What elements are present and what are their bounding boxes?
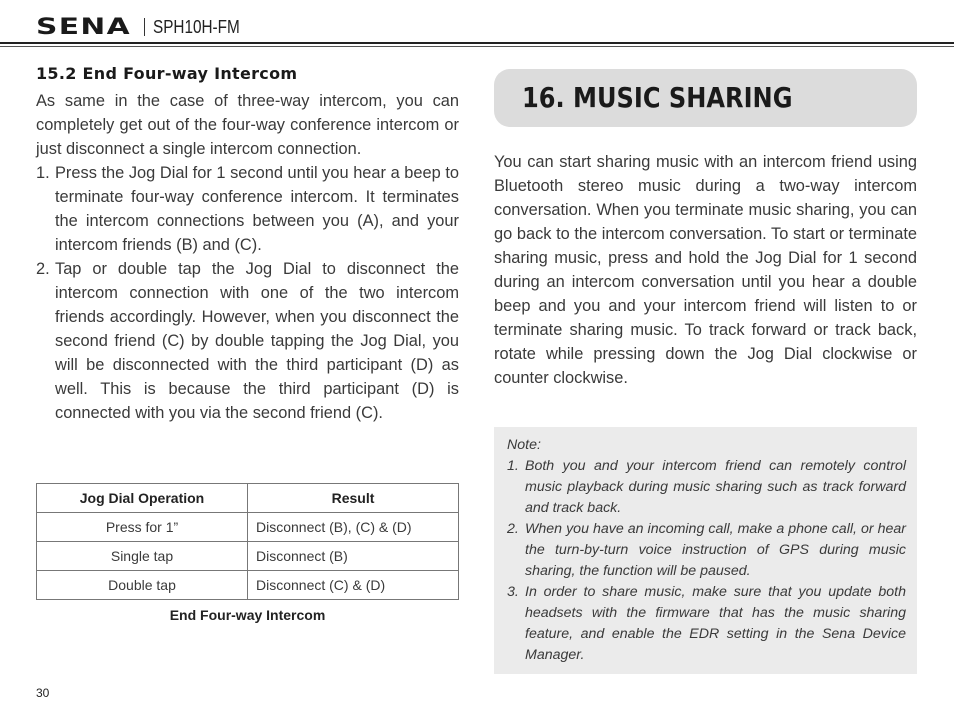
page-header [36, 12, 255, 42]
table-cell-operation: Press for 1” [37, 513, 248, 542]
note-box [494, 427, 917, 674]
table-row [37, 571, 459, 600]
table-cell-result: Disconnect (C) & (D) [248, 571, 459, 600]
table-caption: End Four-way Intercom [169, 607, 326, 623]
step-text: Press the Jog Dial for 1 second until you hear a beep to terminate four-way conference intercom. It terminates the intercom connections between you (A), and your intercom friends (B) and (C). [55, 164, 459, 254]
jog-dial-table [36, 483, 459, 600]
note-list [507, 456, 906, 666]
page-number: 30 [36, 686, 50, 700]
section-title: 15.2 End Four-way Intercom [36, 64, 298, 83]
note-text: When you have an incoming call, make a phone call, or hear the turn-by-turn voice instruction of GPS during music sharing, the function will be paused. [525, 521, 906, 579]
note-label: Note: [507, 437, 541, 453]
table-cell-operation: Single tap [37, 542, 248, 571]
header-rule-thin [0, 46, 954, 47]
music-sharing-paragraph: You can start sharing music with an intercom friend using Bluetooth stereo music during a two-way intercom conversation. When you terminate music sharing, you can go back to the intercom conversation. To start or terminate sharing music, press and hold the Jog Dial for 1 second during an intercom conversation until you hear a double beep and you and your intercom friend will listen to or terminate sharing music. To track forward or track back, rotate while pressing down the Jog Dial clockwise or counter clockwise. [494, 153, 917, 387]
list-item [507, 582, 906, 666]
model-name: SPH10H-FM [153, 16, 240, 37]
column-header-result: Result [248, 484, 459, 513]
note-number: 2. [507, 521, 519, 537]
note-text: Both you and your intercom friend can remotely control music playback during music sharing such as track forward and track back. [525, 458, 906, 516]
note-text: In order to share music, make sure that you update both headsets with the firmware that has the music sharing feature, and enable the EDR setting in the Sena Device Manager. [525, 584, 906, 663]
intro-paragraph: As same in the case of three-way intercom, you can completely get out of the four-way conference intercom or just disconnect a single intercom connection. [36, 92, 459, 158]
list-item [507, 456, 906, 519]
left-column [36, 64, 459, 425]
table-header-row [37, 484, 459, 513]
table-row [37, 542, 459, 571]
table-cell-result: Disconnect (B), (C) & (D) [248, 513, 459, 542]
table-row [37, 513, 459, 542]
right-column [494, 150, 917, 390]
list-item [36, 257, 459, 425]
brand-logo: SENA [36, 14, 131, 40]
chapter-title: 16. MUSIC SHARING [522, 81, 793, 114]
note-number: 3. [507, 584, 519, 600]
column-header-operation: Jog Dial Operation [37, 484, 248, 513]
note-number: 1. [507, 458, 519, 474]
list-item [507, 519, 906, 582]
steps-list [36, 161, 459, 425]
step-number: 1. [36, 164, 50, 182]
header-rule-thick [0, 42, 954, 44]
step-text: Tap or double tap the Jog Dial to disconnect the intercom connection with one of the two intercom friends accordingly. However, when you disconnect the second friend (C) by double tapping the Jog Dial, you will be disconnected with the third participant (D) as well. This is because the third participant (D) is connected with you via the second friend (C). [55, 260, 459, 422]
step-number: 2. [36, 260, 50, 278]
chapter-banner [494, 69, 917, 127]
table-cell-result: Disconnect (B) [248, 542, 459, 571]
table-cell-operation: Double tap [37, 571, 248, 600]
list-item [36, 161, 459, 257]
